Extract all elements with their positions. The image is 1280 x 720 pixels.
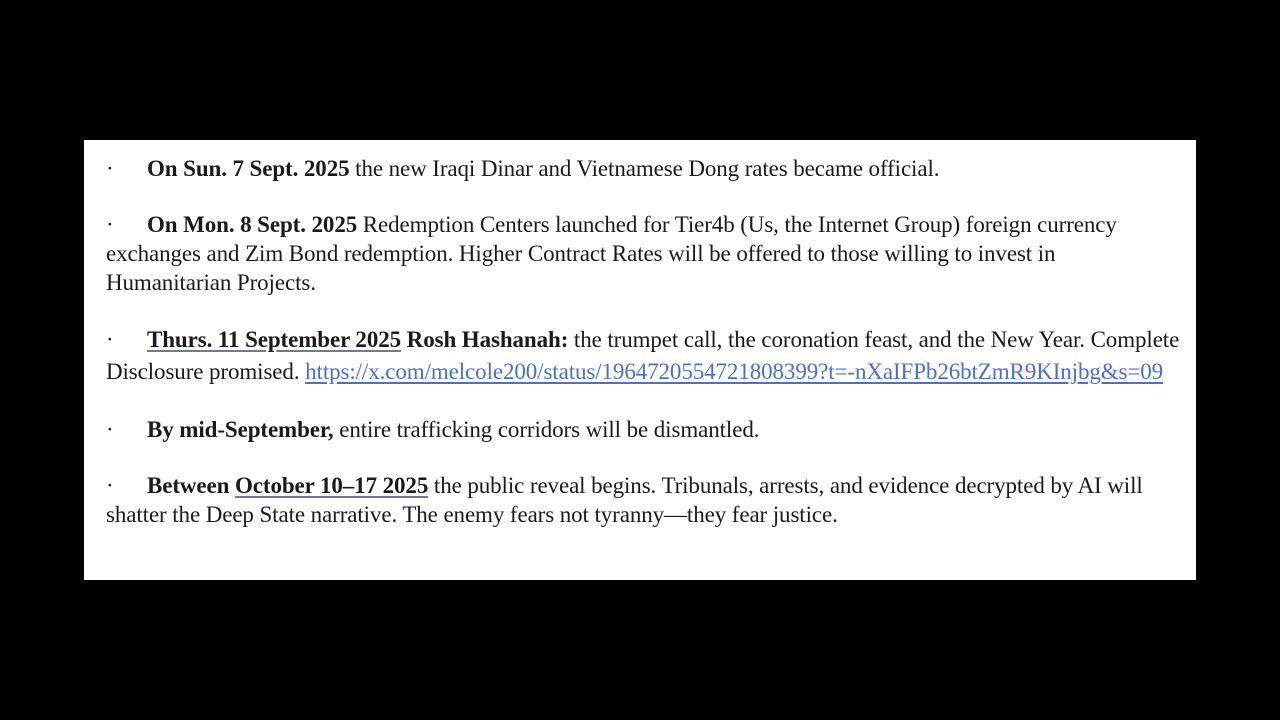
item-heading: Rosh Hashanah: bbox=[401, 327, 569, 352]
list-item bbox=[106, 324, 1186, 388]
item-date: On Mon. 8 Sept. 2025 bbox=[147, 212, 358, 237]
item-text: the new Iraqi Dinar and Vietnamese Dong rates became official. bbox=[349, 156, 940, 181]
item-text: entire trafficking corridors will be dismantled. bbox=[333, 417, 760, 442]
status-link[interactable]: https://x.com/melcole200/status/1964720554721808399?t=-nXaIFPb26btZmR9KInjbg&s=09 bbox=[305, 359, 1164, 384]
item-date: On Sun. 7 Sept. 2025 bbox=[147, 156, 350, 181]
item-text: the trumpet call, the coronation feast, and the New Year. Complete Disclosure promised. bbox=[106, 327, 1180, 384]
item-date: Thurs. 11 September 2025 bbox=[147, 327, 402, 352]
bullet: · bbox=[106, 156, 114, 181]
item-text: the public reveal begins. Tribunals, arrests, and evidence decrypted by AI will shatter the Deep State narrative. The enemy fears not tyranny—they fear justice. bbox=[106, 473, 1143, 527]
bullet: · bbox=[106, 473, 114, 498]
item-text: Redemption Centers launched for Tier4b (Us, the Internet Group) foreign currency exchanges and Zim Bond redemption. Higher Contract Rates will be offered to those willing to invest in Humanitarian Projects. bbox=[106, 212, 1117, 295]
bullet: · bbox=[106, 417, 114, 442]
bullet: · bbox=[106, 212, 114, 237]
item-date: October 10–17 2025 bbox=[234, 473, 429, 498]
bullet: · bbox=[106, 327, 114, 352]
document-panel bbox=[84, 140, 1196, 580]
list-item bbox=[106, 415, 1186, 444]
list-item bbox=[106, 210, 1186, 297]
list-item bbox=[106, 471, 1186, 529]
item-date-prefix: Between bbox=[147, 473, 235, 498]
item-date: By mid-September, bbox=[147, 417, 334, 442]
list-item bbox=[106, 154, 1186, 183]
